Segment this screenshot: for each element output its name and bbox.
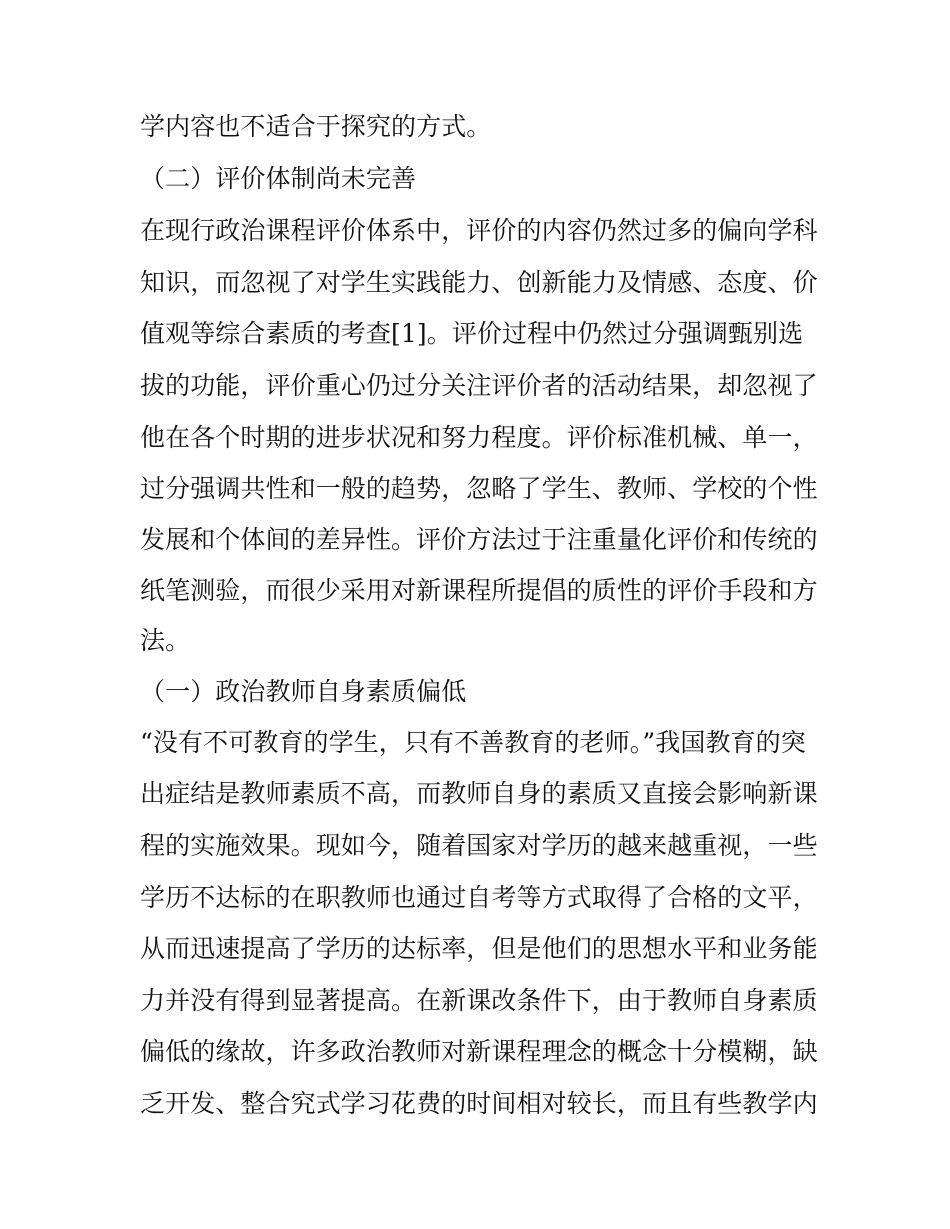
text-line: 出症结是教师素质不高，而教师自身的素质又直接会影响新课 <box>140 779 818 808</box>
text-line: 学历不达标的在职教师也通过自考等方式取得了合格的文平， <box>140 883 818 912</box>
text-line: “没有不可教育的学生，只有不善教育的老师。”我国教育的突 <box>140 728 806 757</box>
text-line: 乏开发、整合究式学习花费的时间相对较长，而且有些教学内 <box>140 1089 818 1118</box>
text-line: 他在各个时期的进步状况和努力程度。评价标准机械、单一， <box>140 423 818 452</box>
section-heading: （一）政治教师自身素质偏低 <box>140 677 467 706</box>
text-line: 偏低的缘故，许多政治教师对新课程理念的概念十分模糊，缺 <box>140 1037 818 1066</box>
text-line: 拔的功能，评价重心仍过分关注评价者的活动结果，却忽视了 <box>140 371 818 400</box>
text-line: 纸笔测验，而很少采用对新课程所提倡的质性的评价手段和方 <box>140 576 818 605</box>
text-line: 在现行政治课程评价体系中，评价的内容仍然过多的偏向学科 <box>140 216 818 245</box>
text-line: 程的实施效果。现如今，随着国家对学历的越来越重视，一些 <box>140 831 818 860</box>
text-line: 法。 <box>140 626 191 655</box>
text-line: 知识，而忽视了对学生实践能力、创新能力及情感、态度、价 <box>140 268 818 297</box>
text-line: 发展和个体间的差异性。评价方法过于注重量化评价和传统的 <box>140 525 818 554</box>
text-line: 值观等综合素质的考查[1]。评价过程中仍然过分强调甄别选 <box>140 319 804 348</box>
text-line: 过分强调共性和一般的趋势，忽略了学生、教师、学校的个性 <box>140 474 818 503</box>
text-line: 从而迅速提高了学历的达标率，但是他们的思想水平和业务能 <box>140 934 818 963</box>
text-line: 力并没有得到显著提高。在新课改条件下，由于教师自身素质 <box>140 986 818 1015</box>
section-heading: （二）评价体制尚未完善 <box>140 164 417 193</box>
text-line: 学内容也不适合于探究的方式。 <box>140 112 492 141</box>
